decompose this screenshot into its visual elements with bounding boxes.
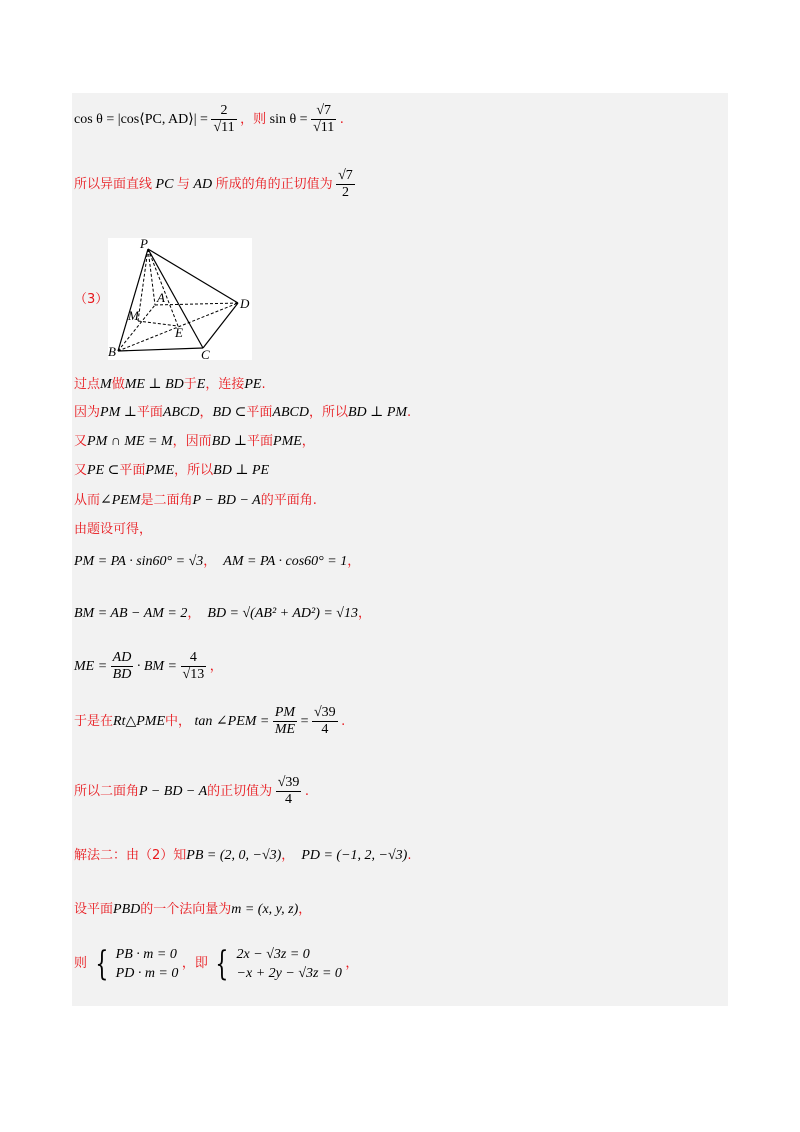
- text: 与: [176, 176, 190, 192]
- label-M: M: [128, 308, 139, 323]
- text: 所以异面直线: [74, 176, 153, 192]
- line-normal-vector: 设平面PBD的一个法向量为m = (x, y, z)，: [74, 902, 312, 917]
- text: ，则: [240, 111, 267, 127]
- line-dihedral-result: 所以二面角P − BD − A的正切值为 $\frac{√39}{4}$ .: [74, 775, 310, 807]
- line-tangent-result: [74, 168, 355, 201]
- formula-cos: cos θ = |cos⟨PC, AD⟩| =: [74, 111, 208, 127]
- line-system: 则 { PB · m = 0 PD · m = 0 ，即 { 2x − √3z = 0 −x + 2y − √3z = 0 ，: [74, 944, 359, 984]
- pyramid-diagram: [108, 238, 252, 360]
- label-C: C: [201, 347, 210, 360]
- fraction: $\frac{√7}{√11}$: [313, 103, 335, 135]
- text: .: [339, 111, 344, 127]
- math: AD: [193, 176, 213, 192]
- line-pm-am: PM = PA · sin60° = √3， AM = PA · cos60° = 1，: [74, 554, 361, 569]
- line-method-2: 解法二：由（2）知PB = (2, 0, −√3)， PD = (−1, 2, −√3).: [74, 848, 412, 863]
- line-also-2: 又PE ⊂平面PME，所以BD ⊥ PE: [74, 463, 270, 478]
- fraction: $\frac{√7}{2}$: [338, 168, 353, 200]
- line-given: 由题设可得，: [74, 522, 153, 537]
- formula-sin: sin θ =: [269, 111, 308, 127]
- content-panel: [72, 93, 728, 1006]
- line-cos-theta: [74, 103, 344, 136]
- part-3-label: [74, 291, 108, 309]
- line-tan-pem: 于是在Rt△PME中， tan ∠PEM = $\frac{PM}{ME}$ = $\frac{√39}{4}$ .: [74, 705, 346, 737]
- label-P: P: [140, 238, 148, 251]
- text: （3）: [74, 292, 109, 307]
- pyramid-figure: [108, 238, 252, 360]
- label-D: D: [240, 296, 250, 311]
- text: 所成的角的正切值为: [215, 176, 333, 192]
- math: PC: [155, 176, 174, 192]
- fraction: $\frac{2}{√11}$: [213, 103, 235, 135]
- line-construct: 过点M做ME ⊥ BD于E，连接PE.: [74, 377, 266, 392]
- label-E: E: [175, 325, 183, 340]
- label-B: B: [108, 344, 116, 359]
- line-because: 因为PM ⊥平面ABCD，BD ⊂平面ABCD，所以BD ⊥ PM.: [74, 405, 412, 420]
- line-therefore: 从而∠PEM是二面角P − BD − A的平面角.: [74, 493, 317, 508]
- line-also-1: 又PM ∩ ME = M，因而BD ⊥平面PME，: [74, 434, 315, 449]
- label-A: A: [157, 290, 165, 305]
- line-bm-bd: BM = AB − AM = 2， BD = √(AB² + AD²) = √13，: [74, 606, 372, 621]
- line-me: ME = $\frac{AD}{BD}$ · BM = $\frac{4}{√13}$ ，: [74, 650, 223, 682]
